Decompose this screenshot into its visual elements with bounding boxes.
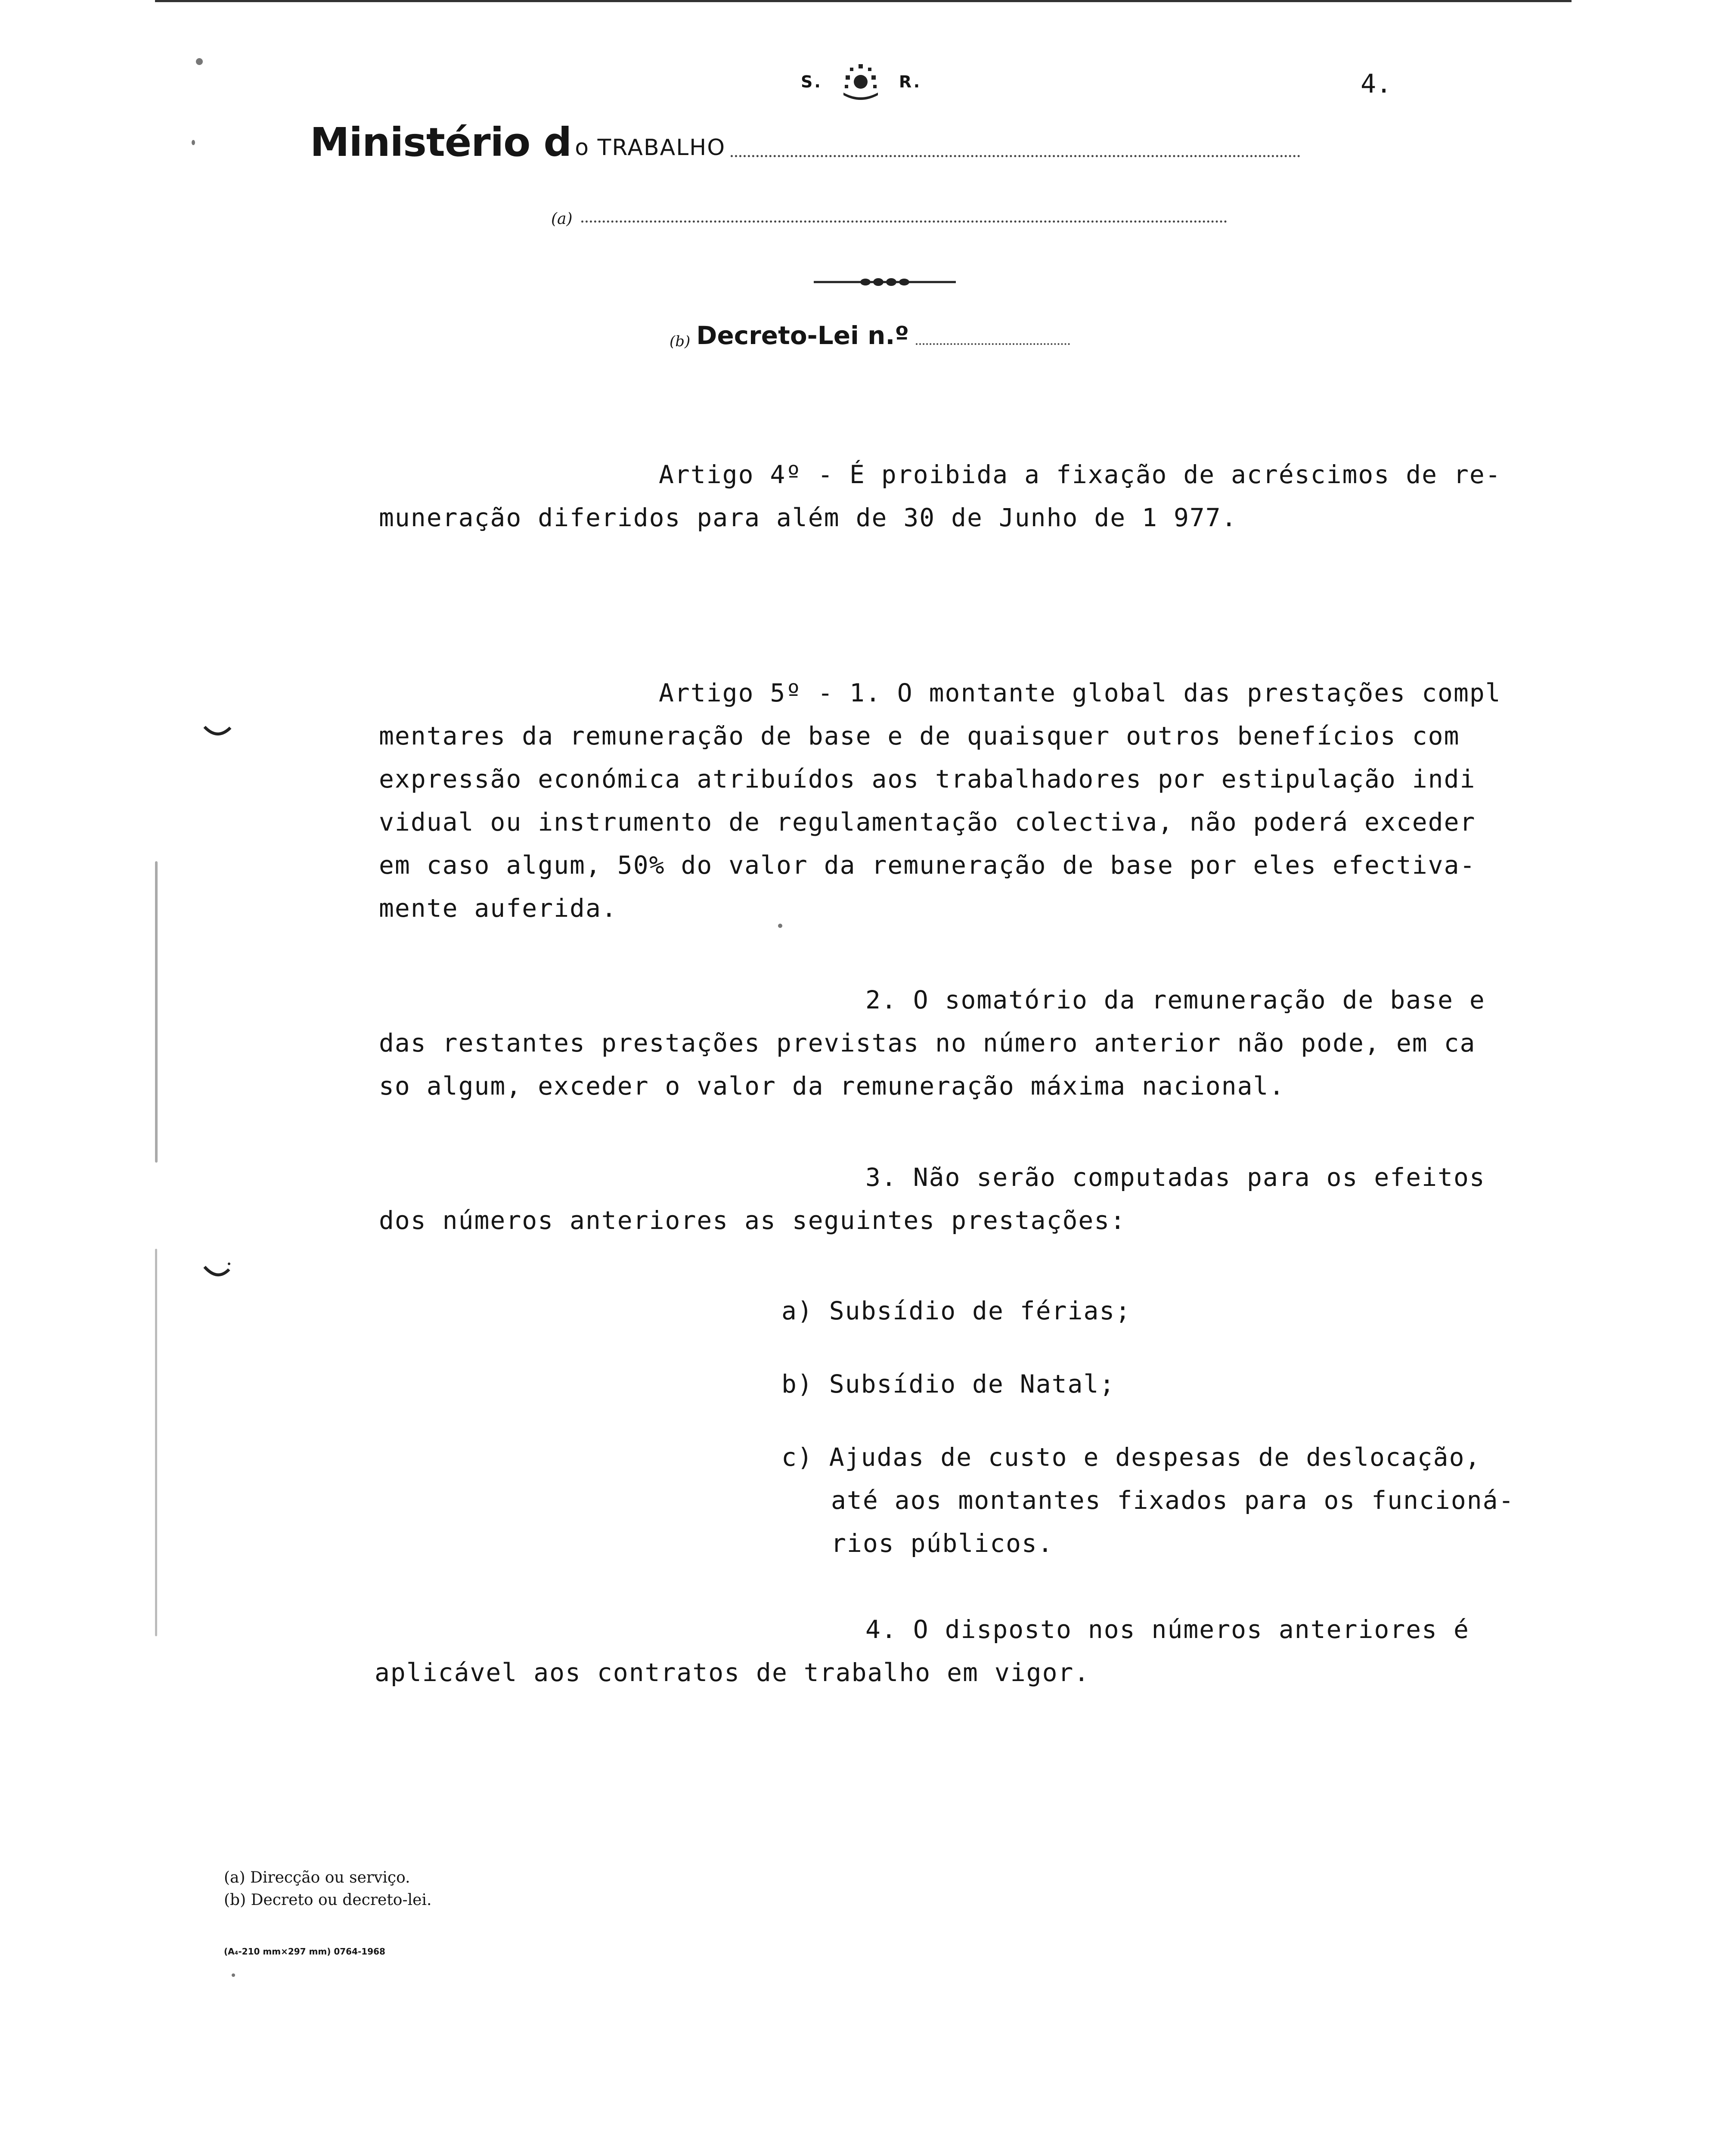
list-item-c: rios públicos. xyxy=(831,1529,1054,1558)
service-mark: (a) xyxy=(551,210,573,228)
decree-line xyxy=(670,321,1070,350)
footnote-a: (a) Direcção ou serviço. xyxy=(224,1869,410,1886)
dotted-fill-line xyxy=(581,220,1227,223)
dotted-fill-line xyxy=(916,343,1070,345)
coat-of-arms-header xyxy=(801,62,921,101)
emblem-left-letter: S. xyxy=(801,72,822,91)
binder-hole-mark-icon xyxy=(202,723,232,741)
scan-speck xyxy=(192,140,195,145)
scan-speck xyxy=(232,1973,235,1977)
ministry-line xyxy=(310,119,1300,165)
ornament-divider-icon xyxy=(814,276,956,289)
article-5-line: vidual ou instrumento de regulamentação colectiva, não poderá exceder xyxy=(379,807,1476,837)
list-item-c: até aos montantes fixados para os funcioná- xyxy=(831,1486,1515,1515)
binder-hole-mark-icon xyxy=(202,1262,232,1283)
article-5-paragraph-3-line: 3. Não serão computadas para os efeitos xyxy=(865,1163,1485,1192)
article-5-paragraph-4-line: aplicável aos contratos de trabalho em vigor. xyxy=(375,1658,1090,1687)
scan-speck xyxy=(778,924,782,928)
footnote-b: (b) Decreto ou decreto-lei. xyxy=(224,1891,432,1909)
list-item-b: b) Subsídio de Natal; xyxy=(781,1369,1116,1399)
article-5-paragraph-4-line: 4. O disposto nos números anteriores é xyxy=(865,1615,1469,1644)
article-5-paragraph-3-line: dos números anteriores as seguintes prestações: xyxy=(379,1206,1126,1235)
list-item-a: a) Subsídio de férias; xyxy=(781,1296,1132,1325)
article-5-paragraph-2-line: 2. O somatório da remuneração de base e xyxy=(865,985,1485,1014)
page-number: 4. xyxy=(1361,69,1392,99)
service-line xyxy=(551,210,1227,228)
ministry-label: Ministério d xyxy=(310,119,572,165)
margin-scan-line xyxy=(155,1249,157,1636)
article-5-line: Artigo 5º - 1. O montante global das prestações compl xyxy=(659,678,1501,707)
form-code: (A₄-210 mm×297 mm) 0764-1968 xyxy=(224,1946,385,1957)
article-5-paragraph-2-line: das restantes prestações previstas no número anterior não pode, em ca xyxy=(379,1028,1476,1058)
article-5-line: expressão económica atribuídos aos trabalhadores por estipulação indi xyxy=(379,764,1476,794)
dotted-fill-line xyxy=(731,155,1300,157)
article-4-line: muneração diferidos para além de 30 de Junho de 1 977. xyxy=(379,503,1237,532)
decree-label: Decreto-Lei n.º xyxy=(696,321,909,350)
article-5-line: mente auferida. xyxy=(379,893,617,923)
ministry-name: o TRABALHO xyxy=(575,135,726,161)
article-5-line: em caso algum, 50% do valor da remuneração de base por eles efectiva- xyxy=(379,850,1476,880)
top-border-line xyxy=(155,0,1572,2)
decree-mark: (b) xyxy=(670,333,691,350)
list-item-c: c) Ajudas de custo e despesas de deslocação, xyxy=(781,1443,1481,1472)
coat-of-arms-icon xyxy=(837,62,884,101)
article-5-paragraph-2-line: so algum, exceder o valor da remuneração máxima nacional. xyxy=(379,1071,1285,1101)
scan-speck xyxy=(196,58,203,65)
article-5-line: mentares da remuneração de base e de quaisquer outros benefícios com xyxy=(379,721,1460,751)
margin-scan-line xyxy=(155,861,158,1163)
emblem-right-letter: R. xyxy=(899,72,922,91)
article-4-line: Artigo 4º - É proibida a fixação de acréscimos de re- xyxy=(659,460,1501,489)
